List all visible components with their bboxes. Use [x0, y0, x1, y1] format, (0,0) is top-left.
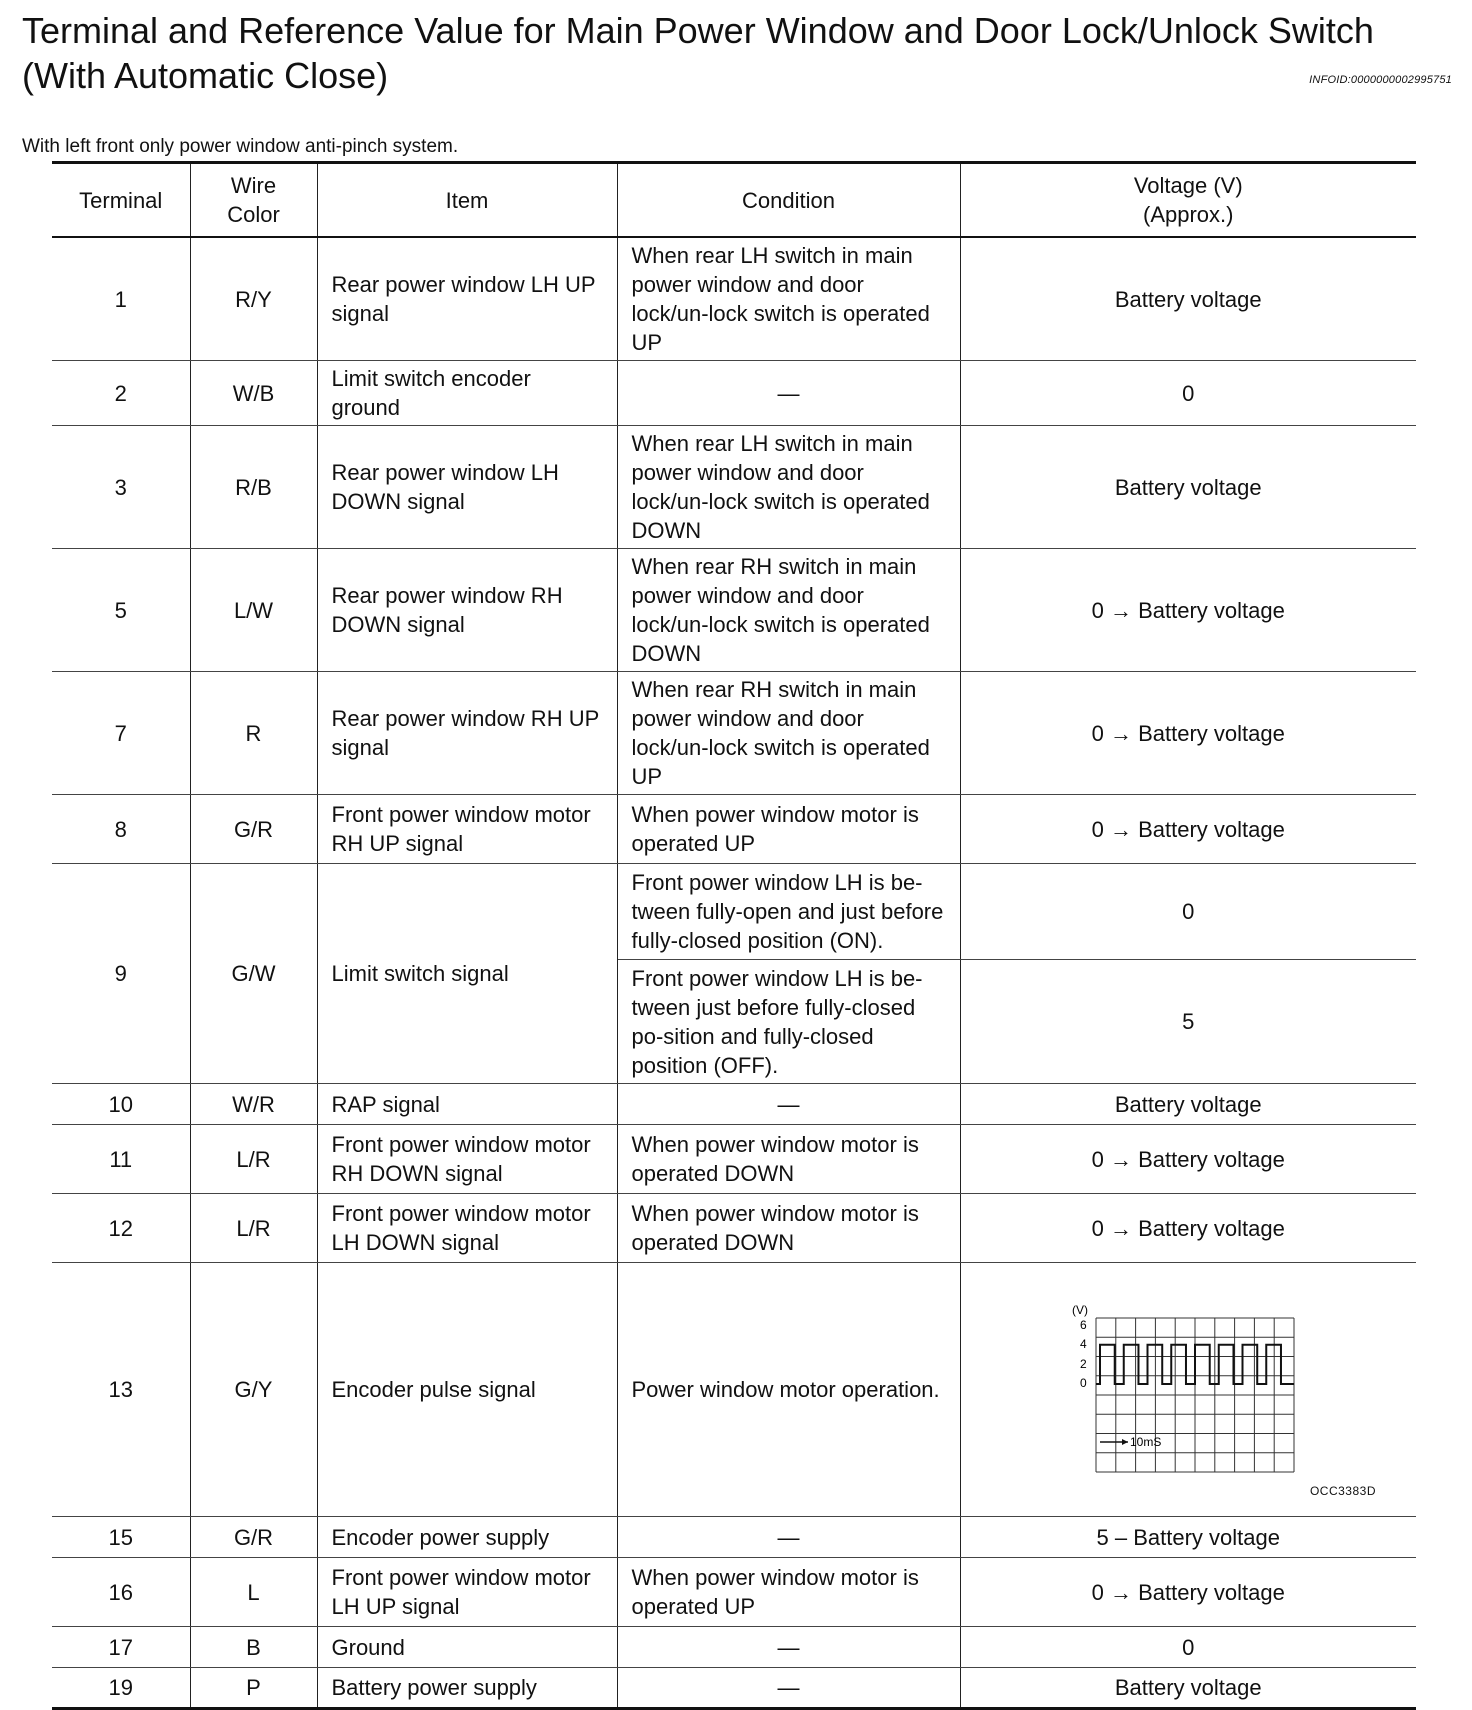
terminal-cell: 8 — [52, 795, 190, 864]
terminal-cell: 16 — [52, 1558, 190, 1627]
terminal-cell: 10 — [52, 1084, 190, 1125]
voltage-cell: 0 → Battery voltage — [960, 549, 1416, 672]
waveform-tick-6: 6 — [1080, 1317, 1087, 1332]
wire-color-cell: W/R — [190, 1084, 317, 1125]
condition-cell: — — [617, 1084, 960, 1125]
encoder-pulse-waveform — [1068, 1300, 1308, 1480]
wire-color-cell: L/W — [190, 549, 317, 672]
wire-color-cell: R/B — [190, 426, 317, 549]
table-row — [52, 1627, 1416, 1668]
header-condition: Condition — [617, 163, 960, 238]
item-cell: Rear power window RH DOWN signal — [317, 549, 617, 672]
wire-color-cell: L/R — [190, 1125, 317, 1194]
terminal-cell: 13 — [52, 1263, 190, 1517]
condition-cell: Front power window LH is be-tween just before fully-closed po-sition and fully-closed position (OFF). — [617, 960, 960, 1084]
item-cell: Limit switch signal — [317, 864, 617, 1084]
header-item: Item — [317, 163, 617, 238]
table-row — [52, 672, 1416, 795]
condition-cell: When power window motor is operated DOWN — [617, 1125, 960, 1194]
header-terminal: Terminal — [52, 163, 190, 238]
voltage-cell: 0 — [960, 1627, 1416, 1668]
voltage-cell: 0 → Battery voltage — [960, 1558, 1416, 1627]
table-row — [52, 795, 1416, 864]
condition-cell: — — [617, 1517, 960, 1558]
time-scale-label: 10mS — [1130, 1434, 1162, 1449]
condition-cell: When rear LH switch in main power window and door lock/un-lock switch is operated UP — [617, 237, 960, 361]
table-row — [52, 1263, 1416, 1517]
item-cell: Front power window motor LH UP signal — [317, 1558, 617, 1627]
pulse-trace — [1096, 1344, 1294, 1383]
table-row — [52, 1517, 1416, 1558]
intro-note: With left front only power window anti-pinch system. — [22, 136, 459, 157]
voltage-cell: Battery voltage — [960, 1084, 1416, 1125]
item-cell: Rear power window RH UP signal — [317, 672, 617, 795]
waveform-unit-label: (V) — [1072, 1302, 1089, 1317]
item-cell: Ground — [317, 1627, 617, 1668]
item-cell: Encoder power supply — [317, 1517, 617, 1558]
voltage-cell: Battery voltage — [960, 237, 1416, 361]
condition-cell: When power window motor is operated UP — [617, 795, 960, 864]
table-row — [52, 549, 1416, 672]
condition-cell: When power window motor is operated DOWN — [617, 1194, 960, 1263]
item-cell: Encoder pulse signal — [317, 1263, 617, 1517]
wire-color-cell: L — [190, 1558, 317, 1627]
wire-color-cell: B — [190, 1627, 317, 1668]
terminal-cell: 9 — [52, 864, 190, 1084]
table-row — [52, 1558, 1416, 1627]
item-cell: Front power window motor LH DOWN signal — [317, 1194, 617, 1263]
condition-cell: — — [617, 1668, 960, 1709]
table-row — [52, 1125, 1416, 1194]
item-cell: Front power window motor RH DOWN signal — [317, 1125, 617, 1194]
condition-cell: Power window motor operation. — [617, 1263, 960, 1517]
terminal-cell: 1 — [52, 237, 190, 361]
table-row — [52, 1084, 1416, 1125]
figure-code: OCC3383D — [1309, 1484, 1376, 1498]
condition-cell: — — [617, 361, 960, 426]
terminal-cell: 17 — [52, 1627, 190, 1668]
terminal-table — [52, 161, 1416, 1710]
voltage-cell: 0 → Battery voltage — [960, 672, 1416, 795]
table-row — [52, 237, 1416, 361]
voltage-cell: Battery voltage — [960, 426, 1416, 549]
voltage-cell: 0 → Battery voltage — [960, 795, 1416, 864]
wire-color-cell: G/R — [190, 795, 317, 864]
voltage-waveform-cell — [960, 1263, 1416, 1517]
header-wire-color: Wire Color — [190, 163, 317, 238]
terminal-cell: 12 — [52, 1194, 190, 1263]
condition-cell: Front power window LH is be-tween fully-open and just before fully-closed position (ON). — [617, 864, 960, 960]
voltage-cell: 0 → Battery voltage — [960, 1194, 1416, 1263]
voltage-cell: 5 – Battery voltage — [960, 1517, 1416, 1558]
info-id: INFOID:0000000002995751 — [1309, 74, 1452, 86]
table-row — [52, 426, 1416, 549]
voltage-cell: Battery voltage — [960, 1668, 1416, 1709]
wire-color-cell: G/W — [190, 864, 317, 1084]
wire-color-cell: G/R — [190, 1517, 317, 1558]
wire-color-cell: R/Y — [190, 237, 317, 361]
voltage-cell: 0 → Battery voltage — [960, 1125, 1416, 1194]
item-cell: Battery power supply — [317, 1668, 617, 1709]
voltage-cell: 0 — [960, 361, 1416, 426]
terminal-cell: 2 — [52, 361, 190, 426]
table-row — [52, 864, 1416, 960]
page-title: Terminal and Reference Value for Main Power Window and Door Lock/Unlock Switch (With Automatic Close) — [22, 10, 1374, 96]
table-row — [52, 1194, 1416, 1263]
item-cell: Limit switch encoder ground — [317, 361, 617, 426]
condition-cell: When rear LH switch in main power window and door lock/un-lock switch is operated DOWN — [617, 426, 960, 549]
condition-cell: When rear RH switch in main power window and door lock/un-lock switch is operated DOWN — [617, 549, 960, 672]
wire-color-cell: R — [190, 672, 317, 795]
table-header-row — [52, 163, 1416, 238]
item-cell: RAP signal — [317, 1084, 617, 1125]
terminal-cell: 3 — [52, 426, 190, 549]
item-cell: Rear power window LH DOWN signal — [317, 426, 617, 549]
terminal-cell: 19 — [52, 1668, 190, 1709]
condition-cell: — — [617, 1627, 960, 1668]
terminal-cell: 7 — [52, 672, 190, 795]
table-row — [52, 1668, 1416, 1709]
item-cell: Rear power window LH UP signal — [317, 237, 617, 361]
condition-cell: When rear RH switch in main power window and door lock/un-lock switch is operated UP — [617, 672, 960, 795]
wire-color-cell: L/R — [190, 1194, 317, 1263]
waveform-tick-0: 0 — [1080, 1375, 1087, 1390]
wire-color-cell: W/B — [190, 361, 317, 426]
terminal-cell: 5 — [52, 549, 190, 672]
voltage-cell: 5 — [960, 960, 1416, 1084]
terminal-cell: 15 — [52, 1517, 190, 1558]
condition-cell: When power window motor is operated UP — [617, 1558, 960, 1627]
table-row — [52, 361, 1416, 426]
voltage-cell: 0 — [960, 864, 1416, 960]
waveform-tick-2: 2 — [1080, 1356, 1087, 1371]
item-cell: Front power window motor RH UP signal — [317, 795, 617, 864]
wire-color-cell: G/Y — [190, 1263, 317, 1517]
waveform-tick-4: 4 — [1080, 1336, 1087, 1351]
wire-color-cell: P — [190, 1668, 317, 1709]
header-voltage: Voltage (V) (Approx.) — [960, 163, 1416, 238]
terminal-cell: 11 — [52, 1125, 190, 1194]
